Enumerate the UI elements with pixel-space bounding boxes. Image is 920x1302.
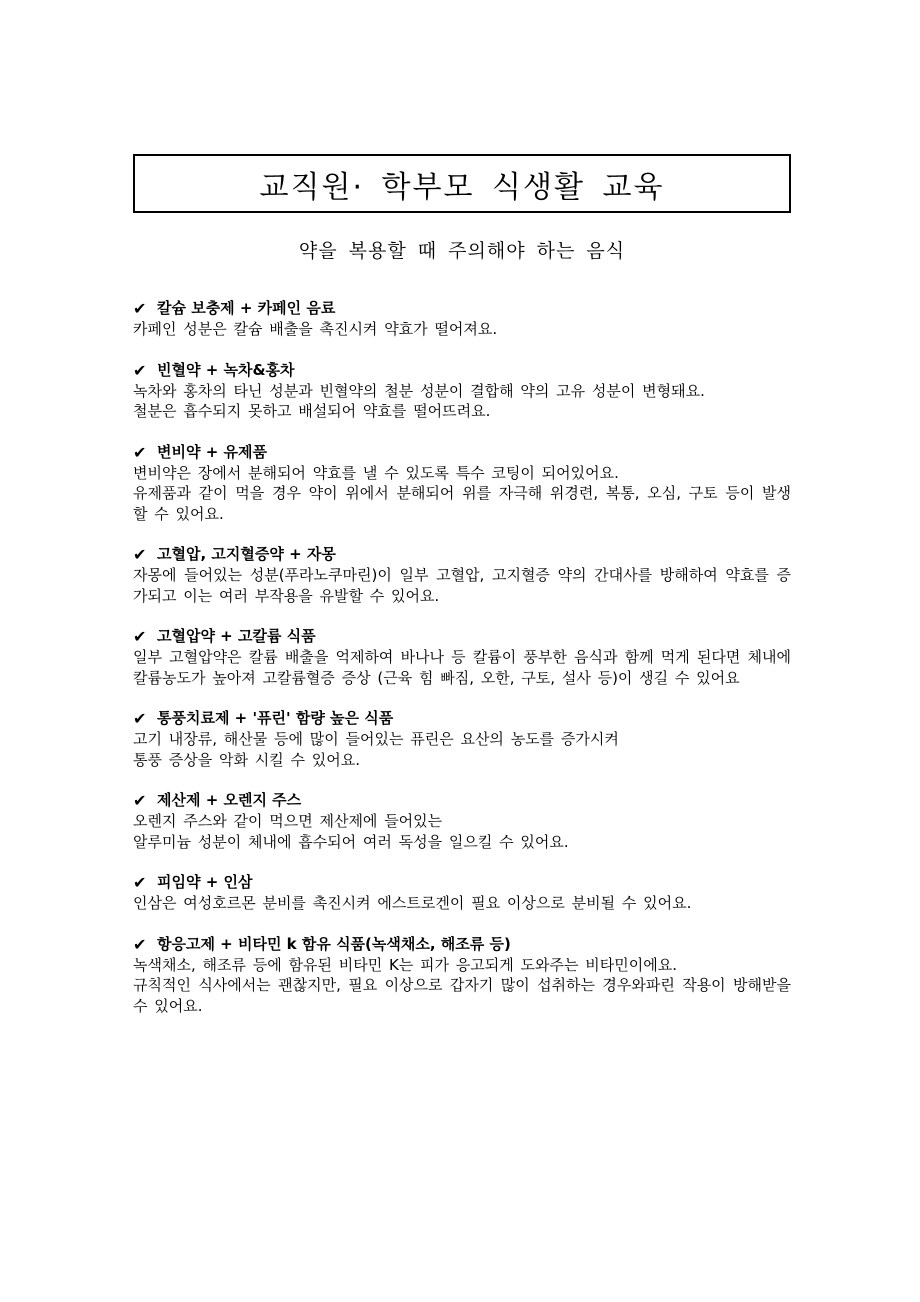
section-text: 통풍 증상을 악화 시킬 수 있어요.: [133, 750, 360, 769]
section-heading: [133, 626, 791, 647]
check-mark-icon: ✔︎: [133, 360, 147, 380]
list-item: [133, 360, 791, 422]
section-text: 고기 내장류, 해산물 등에 많이 들어있는 퓨린은 요산의 농도를 증가시켜: [133, 730, 619, 748]
section-heading-text: 피임약 + 인삼: [157, 873, 253, 891]
section-heading-text: 통풍치료제 + '퓨린' 함량 높은 식품: [157, 709, 394, 727]
section-text: 유제품과 같이 먹을 경우 약이 위에서 분해되어 위를 자극해 위경련, 복통, 오심, 구토 등이 발생할 수 있어요.: [133, 484, 791, 523]
check-mark-icon: ✔︎: [133, 873, 147, 892]
list-item: [133, 442, 791, 525]
check-mark-icon: ✔︎: [133, 545, 147, 564]
section-heading-text: 칼슘 보충제 + 카페인 음료: [157, 299, 336, 317]
list-item: [133, 708, 791, 770]
section-text: 카페인 성분은 칼슘 배출을 촉진시켜 약효가 떨어져요.: [133, 320, 498, 338]
list-item: [133, 298, 791, 340]
section-text: 오렌지 주스와 같이 먹으면 제산제에 들어있는: [133, 812, 443, 830]
list-item: [133, 544, 791, 606]
list-item: [133, 934, 791, 1017]
check-mark-icon: ✔︎: [133, 791, 147, 810]
section-text: 일부 고혈압약은 칼륨 배출을 억제하여 바나나 등 칼륨이 풍부한 음식과 함께 먹게 된다면 체내에 칼륨농도가 높아져 고칼륨혈증 증상 (근육 힘 빠짐, 오한, 구토, 설사 등)이 생길 수 있어요: [133, 648, 791, 687]
section-text: 자몽에 들어있는 성분(푸라노쿠마린)이 일부 고혈압, 고지혈증 약의 간대사를 방해하여 약효를 증가되고 이는 여러 부작용을 유발할 수 있어요.: [133, 566, 791, 605]
page-subtitle: 약을 복용할 때 주의해야 하는 음식: [298, 240, 626, 262]
section-heading-text: 제산제 + 오렌지 주스: [157, 791, 302, 809]
section-heading: [133, 934, 791, 955]
section-heading-text: 고혈압, 고지혈증약 + 자몽: [157, 545, 336, 563]
list-item: [133, 872, 791, 914]
section-text: 규칙적인 식사에서는 괜찮지만, 필요 이상으로 갑자기 많이 섭취하는 경우와파린 작용이 방해받을 수 있어요.: [133, 976, 791, 1015]
section-text: 알루미늄 성분이 체내에 흡수되어 여러 독성을 일으킬 수 있어요.: [133, 832, 569, 851]
section-heading-text: 변비약 + 유제품: [157, 442, 267, 461]
section-heading: [133, 544, 791, 565]
section-heading: [133, 790, 791, 811]
section-text: 녹색채소, 해조류 등에 함유된 비타민 K는 피가 응고되게 도와주는 비타민이에요.: [133, 955, 677, 974]
section-heading: [133, 708, 791, 729]
page-title: 교직원· 학부모 식생활 교육: [259, 169, 665, 205]
section-heading-text: 빈혈약 + 녹차&홍차: [157, 360, 295, 379]
section-heading: [133, 872, 791, 893]
sections-list: [133, 298, 791, 1036]
check-mark-icon: ✔︎: [133, 627, 147, 646]
list-item: [133, 626, 791, 688]
section-heading: [133, 442, 791, 463]
section-heading-text: 항응고제 + 비타민 k 함유 식품(녹색채소, 해조류 등): [157, 934, 511, 953]
section-heading: [133, 360, 791, 381]
section-text: 변비약은 장에서 분해되어 약효를 낼 수 있도록 특수 코팅이 되어있어요.: [133, 463, 619, 482]
list-item: [133, 790, 791, 852]
check-mark-icon: ✔︎: [133, 934, 147, 954]
section-heading: [133, 298, 791, 319]
title-box: [133, 154, 791, 213]
section-heading-text: 고혈압약 + 고칼륨 식품: [157, 627, 316, 645]
check-mark-icon: ✔︎: [133, 709, 147, 728]
section-text: 인삼은 여성호르몬 분비를 촉진시켜 에스트로겐이 필요 이상으로 분비될 수 있어요.: [133, 894, 692, 912]
check-mark-icon: ✔︎: [133, 442, 147, 462]
section-text: 철분은 흡수되지 못하고 배설되어 약효를 떨어뜨려요.: [133, 402, 491, 420]
check-mark-icon: ✔︎: [133, 299, 147, 318]
section-text: 녹차와 홍차의 타닌 성분과 빈혈약의 철분 성분이 결합해 약의 고유 성분이 변형돼요.: [133, 381, 705, 400]
